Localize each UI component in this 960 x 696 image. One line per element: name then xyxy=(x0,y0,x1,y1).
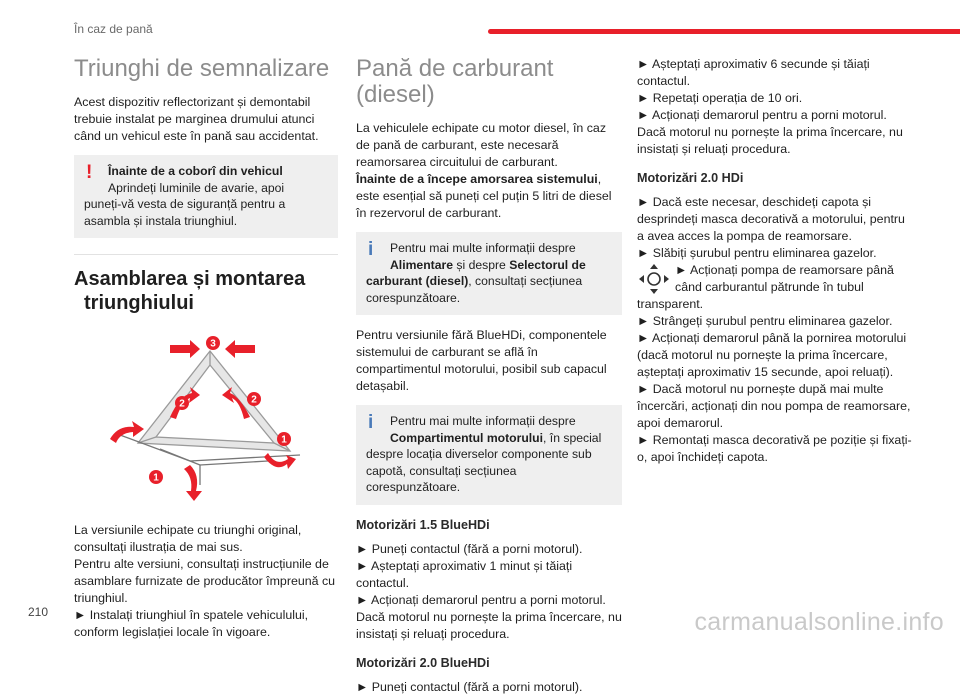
warning-box xyxy=(74,155,338,238)
step-15-3: ► Acționați demarorul pentru a porni motorul. xyxy=(356,592,606,607)
header-accent-bar xyxy=(488,29,960,34)
watermark: carmanualsonline.info xyxy=(694,608,944,636)
section-title-fuel xyxy=(356,56,622,108)
hdi-step-1: ► Dacă este necesar, deschideți capota și desprindeți masca decorativă a motorului, pentru a avea acces la pompa de reamorsare. xyxy=(637,195,905,243)
triangle-para-3: ► Instalați triunghiul în spatele vehiculului, conform legislației locale în vigoare. xyxy=(74,608,309,639)
info-box-refuelling xyxy=(356,232,622,315)
divider xyxy=(74,254,338,255)
step-15-1: ► Puneți contactul (fără a porni motorul). xyxy=(356,541,583,556)
warning-heading: Înainte de a coborî din vehicul xyxy=(108,164,283,178)
step-label: 2 xyxy=(179,398,185,410)
hdi-step-3-text: ► Acționați pompa de reamorsare până când carburantul pătrunde în tubul xyxy=(675,263,894,294)
page-number: 210 xyxy=(28,605,49,619)
column-2 xyxy=(356,56,622,696)
step-label: 2 xyxy=(251,394,257,406)
info1-text-c: și despre xyxy=(453,257,510,272)
fuel-para-2-bold: Înainte de a începe amorsarea sistemului xyxy=(356,172,598,186)
info-box-engine xyxy=(356,405,622,505)
hdi-step-5: ► Acționați demarorul până la pornirea motorului (dacă motorul nu pornește la prima încercare, așteptați aproximativ 15 secunde, apoi reluați). xyxy=(637,331,907,379)
hdi-step-3-cont: transparent. xyxy=(637,297,704,311)
fuel-title-line-2: (diesel) xyxy=(356,81,435,108)
info1-bold-a: Alimentare xyxy=(390,257,453,272)
fuel-para-3: Pentru versiunile fără BlueHDi, componentele sistemului de carburant se află în compartimentul motorului, posibil sub capacul detașabil. xyxy=(356,328,607,393)
step-20-1: ► Puneți contactul (fără a porni motorul). xyxy=(356,679,583,694)
assembly-heading-line-1: Asamblarea și montarea xyxy=(74,268,306,290)
info1-bold-c: carburant (diesel) xyxy=(366,274,469,288)
step-20-2: ► Așteptați aproximativ 6 secunde și tăiați contactul. xyxy=(637,57,870,88)
triangle-para-1: La versiunile echipate cu triunghi original, consultați ilustrația de mai sus. xyxy=(74,523,302,554)
hdi-step-2: ► Slăbiți șurubul pentru eliminarea gazelor. xyxy=(637,246,877,260)
heading-20-bluehdi: Motorizări 2.0 BlueHDi xyxy=(356,655,490,670)
assembly-heading xyxy=(74,267,338,315)
step-label: 1 xyxy=(281,434,287,446)
step-20-5: Dacă motorul nu pornește la prima încercare, nu insistați și reluați procedura. xyxy=(637,125,903,156)
step-15-2: ► Așteptați aproximativ 1 minut și tăiați contactul. xyxy=(356,558,573,590)
fuel-title-line-1: Pană de carburant xyxy=(356,55,554,82)
info1-bold-b: Selectorul de xyxy=(509,257,586,272)
step-label: 1 xyxy=(153,472,159,484)
triangle-para-2: Pentru alte versiuni, consultați instrucțiunile de asamblare furnizate de producător împreună cu triunghiul. xyxy=(74,557,336,605)
exclamation-icon: ! xyxy=(86,162,93,183)
info1-text-a: Pentru mai multe informații despre xyxy=(390,241,576,255)
warning-text-2: puneți-vă vesta de siguranță pentru a asambla și instala triunghiul. xyxy=(84,197,286,228)
heading-15-bluehdi: Motorizări 1.5 BlueHDi xyxy=(356,517,490,532)
step-20-3: ► Repetați operația de 10 ori. xyxy=(637,91,803,105)
priming-pump-icon xyxy=(637,262,671,296)
step-15-4: Dacă motorul nu pornește la prima încercare, nu insistați și reluați procedura. xyxy=(356,609,622,641)
info2-text-d: despre locația diverselor componente sub capotă, consultați secțiunea corespunzătoare. xyxy=(366,447,592,494)
section-title-triangle: Triunghi de semnalizare xyxy=(74,55,330,82)
heading-20-hdi: Motorizări 2.0 HDi xyxy=(637,171,744,185)
info2-text-a: Pentru mai multe informații despre xyxy=(390,414,576,428)
info-icon: i xyxy=(368,412,374,433)
triangle-intro: Acest dispozitiv reflectorizant și demontabil trebuie instalat pe marginea drumului atunci când un vehicul este în pană sau accidentat. xyxy=(74,95,319,143)
fuel-para-1: La vehiculele echipate cu motor diesel, în caz de pană de carburant, este necesară reamorsarea circuitului de carburant. xyxy=(356,121,607,169)
info2-text-c: , în special xyxy=(543,430,602,445)
step-20-4: ► Acționați demarorul pentru a porni motorul. xyxy=(637,108,887,122)
step-label: 3 xyxy=(210,338,216,350)
assembly-heading-line-2: triunghiului xyxy=(84,292,194,314)
hdi-step-3 xyxy=(637,262,912,296)
info1-text-f: , consultați secțiunea corespunzătoare. xyxy=(366,274,583,305)
fuel-para-2 xyxy=(356,171,622,222)
warning-text-1: Aprindeți luminile de avarie, apoi xyxy=(108,180,285,195)
column-1 xyxy=(74,56,338,641)
hdi-step-7: ► Remontați masca decorativă pe poziție și fixați-o, apoi închideți capota. xyxy=(637,433,912,464)
hdi-step-6: ► Dacă motorul nu pornește după mai multe încercări, acționați din nou pompa de reamorsare, apoi demarorul. xyxy=(637,382,911,430)
fuel-para-2-rest: , este esențial să puneți cel puțin 5 litri de diesel în rezervorul de carburant. xyxy=(356,172,612,220)
running-header: În caz de pană xyxy=(74,22,153,36)
info-icon: i xyxy=(368,239,374,260)
column-3 xyxy=(637,56,912,466)
hdi-step-4: ► Strângeți șurubul pentru eliminarea gazelor. xyxy=(637,314,893,328)
info2-bold: Compartimentul motorului xyxy=(390,430,544,445)
triangle-assembly-illustration xyxy=(100,335,300,505)
